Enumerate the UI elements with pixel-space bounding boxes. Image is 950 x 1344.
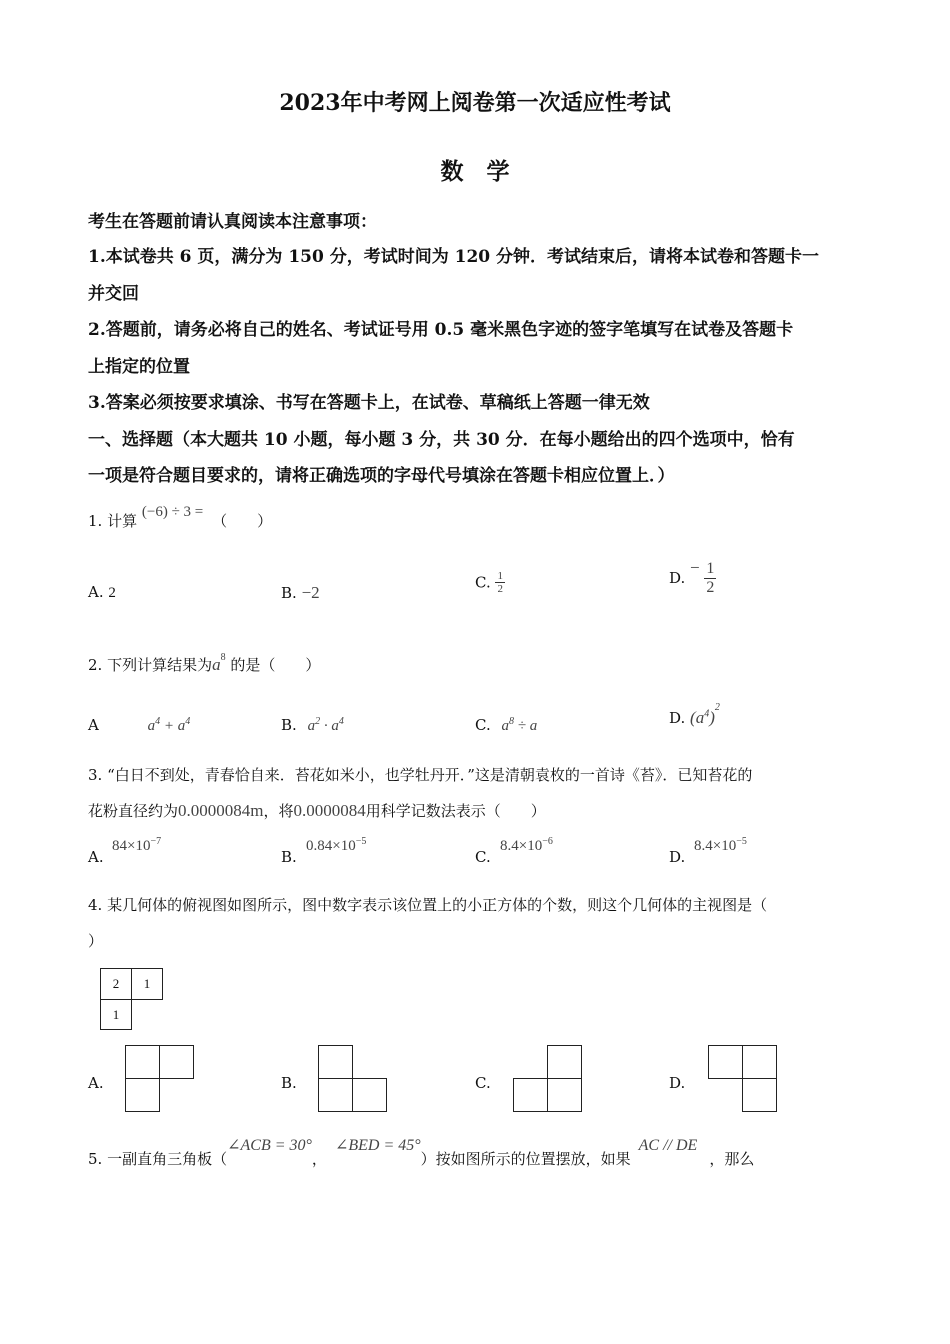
q5-suffix: ，那么 [709,1150,755,1168]
q1-expression: (−6) ÷ 3 = [141,504,204,520]
q5-parallel-condition: AC // DE [638,1137,698,1154]
q3-option-d-expression [694,836,747,855]
q3-option-b-label: B. [281,848,297,866]
subject-title: 数 学 [440,158,510,185]
grid-cell-top-left: 2 [100,968,132,1000]
q3-option-d [669,848,685,866]
q1-option-d [669,560,716,596]
q1-option-c-fraction [495,570,505,595]
q2-option-b-label: B. [281,716,297,734]
q2-option-d [669,702,720,728]
q1-option-d-fraction [704,560,716,596]
q3-option-c-label: C. [475,848,491,866]
notice-item-1-line-2: 并交回 [88,284,139,304]
q4-a-square [125,1078,160,1112]
q3-option-b-exponent: −5 [355,836,367,847]
q2-prefix: 2. 下列计算结果为 [88,656,213,674]
q2-option-a-expression: $a^4 + a^4$ [147,716,191,734]
q2-option-c-label: C. [475,716,491,734]
q3-option-d-label: D. [669,848,686,866]
q5-angle-acb: ∠ACB = 30° [227,1137,312,1154]
notice-item-2-line-1: 2.答题前，请务必将自己的姓名、考试证号用 0.5 毫米黑色字迹的签字笔填写在试卷及答题卡 [88,320,794,340]
q1-option-d-label: D. [669,569,691,588]
q3-option-a-expression [112,836,161,855]
q4-line-2: ） [88,932,104,950]
q3-option-d-mantissa: 8.4×10 [694,838,737,854]
q4-d-square [742,1045,777,1079]
q1-paren: （ ） [212,512,273,530]
q1-option-d-denominator: 2 [706,578,715,596]
grid-cell-top-right: 1 [131,968,163,1000]
q5-angle-bed: ∠BED = 45° [334,1137,421,1154]
q1-option-b-value: −2 [301,583,320,602]
q4-option-a-label: A. [88,1074,104,1092]
q2-option-d-expression: $(a^4)^2$ [690,702,720,727]
q4-option-d-label: D. [669,1074,686,1092]
q4-b-square [318,1045,353,1079]
q4-b-square [318,1078,353,1112]
q3-option-b [281,848,297,866]
q5-comma: ， [311,1150,327,1168]
notice-item-3: 3.答案必须按要求填涂、书写在答题卡上，在试卷、草稿纸上答题一律无效 [88,393,650,413]
q4-option-c-label: C. [475,1074,491,1092]
q3-option-a-label: A. [88,848,104,866]
notice-item-2-line-2: 上指定的位置 [88,357,190,377]
q4-line-1: 4. 某几何体的俯视图如图所示，图中数字表示该位置上的小正方体的个数，则这个几何体的主视图是（ [88,896,768,914]
q2-option-d-label: D. [669,709,686,727]
q2-option-a [88,716,190,735]
notice-item-1-line-1: 1.本试卷共 6 页，满分为 150 分，考试时间为 120 分钟．考试结束后，请将本试卷和答题卡一 [88,247,820,267]
q3-line-2-suffix: 用科学记数法表示（ ） [365,802,546,820]
question-2 [88,654,320,675]
q4-a-square [125,1045,160,1079]
notice-heading: 考生在答题前请认真阅读本注意事项： [88,212,377,232]
q1-option-a [88,583,116,602]
q3-line-2-prefix: 花粉直径约为 [88,802,179,820]
q3-option-a-mantissa: 84×10 [112,838,151,854]
q3-option-b-expression [306,836,366,855]
q3-value: 0.0000084 [293,801,366,820]
q1-option-c-denominator: 2 [497,583,503,596]
question-5 [88,1137,755,1169]
q2-option-b [281,716,344,735]
q3-option-a-exponent: −7 [150,836,162,847]
q4-b-square [352,1078,387,1112]
grid-cell-bottom-left: 1 [100,999,132,1030]
q3-line-2-middle: ，将 [263,802,294,820]
q2-option-c-expression: $a^8 \div a$ [501,716,538,734]
section-1-line-2: 一项是符合题目要求的，请将正确选项的字母代号填涂在答题卡相应位置上．） [88,466,675,486]
q2-exponent: 8 [220,652,226,663]
q1-option-b [281,583,320,603]
q3-value-with-unit: 0.0000084m [178,801,264,820]
q2-option-a-label: A [88,716,99,734]
q5-prefix: 5. 一副直角三角板（ [88,1150,228,1168]
q2-option-c [475,716,537,735]
q4-a-square [159,1045,194,1079]
q4-c-square [513,1078,548,1112]
q3-line-1: 3. “白日不到处，青春恰自来．苔花如米小，也学牡丹开．”这是清朝袁枚的一首诗《苔》．已知苔花的 [88,766,753,784]
q2-base: a [212,655,221,674]
exam-title: 2023年中考网上阅卷第一次适应性考试 [279,90,671,116]
q4-option-b-label: B. [281,1074,297,1092]
q1-option-d-numerator: 1 [706,560,715,577]
q1-option-d-sign: − [690,558,700,578]
q1-option-c [475,570,505,595]
q3-option-c-exponent: −6 [542,836,553,847]
q3-line-2 [88,800,546,821]
q3-option-d-exponent: −5 [736,836,747,847]
q4-d-square [742,1078,777,1112]
q3-option-a [88,848,104,866]
q3-option-b-mantissa: 0.84×10 [306,838,356,854]
q4-c-square [547,1045,582,1079]
q1-option-c-numerator: 1 [497,570,503,582]
q2-suffix: 的是（ ） [230,656,321,674]
q4-c-square [547,1078,582,1112]
q5-middle-text: ）按如图所示的位置摆放，如果 [420,1150,631,1168]
question-1 [88,504,273,531]
section-1-line-1: 一、选择题（本大题共 10 小题，每小题 3 分，共 30 分．在每小题给出的四个选项中，恰有 [88,430,795,450]
q3-option-c [475,848,491,866]
q1-prefix: 1. 计算 [88,512,138,530]
q1-option-b-label: B. [281,584,302,602]
q1-option-a-label: A. [88,583,109,601]
q3-option-c-expression [500,836,553,855]
q1-option-a-value: 2 [108,585,116,601]
q1-option-c-label: C. [475,573,496,592]
q3-option-c-mantissa: 8.4×10 [500,838,543,854]
q2-option-b-expression: $a^2 \cdot a^4$ [307,716,344,734]
q4-d-square [708,1045,743,1079]
